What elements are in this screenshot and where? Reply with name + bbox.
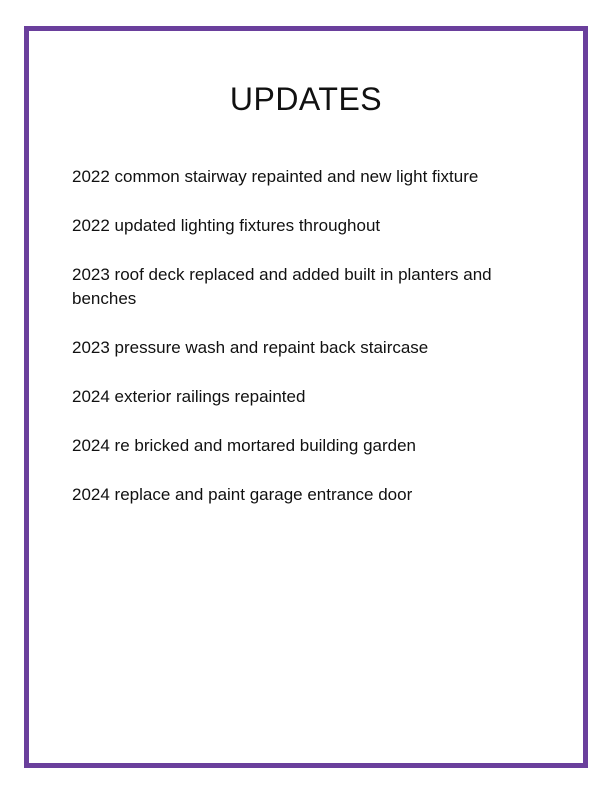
page-border xyxy=(24,26,588,768)
updates-list xyxy=(72,165,552,532)
list-item: 2023 pressure wash and repaint back staircase xyxy=(72,338,429,357)
page-title: UPDATES xyxy=(229,81,383,117)
list-item: 2022 common stairway repainted and new light fixture xyxy=(72,167,479,186)
list-item: 2024 re bricked and mortared building garden xyxy=(72,436,417,455)
list-item: 2023 roof deck replaced and added built in planters and benches xyxy=(72,265,492,308)
list-item: 2024 replace and paint garage entrance door xyxy=(72,485,413,504)
list-item: 2024 exterior railings repainted xyxy=(72,387,306,406)
list-item: 2022 updated lighting fixtures throughout xyxy=(72,216,381,235)
